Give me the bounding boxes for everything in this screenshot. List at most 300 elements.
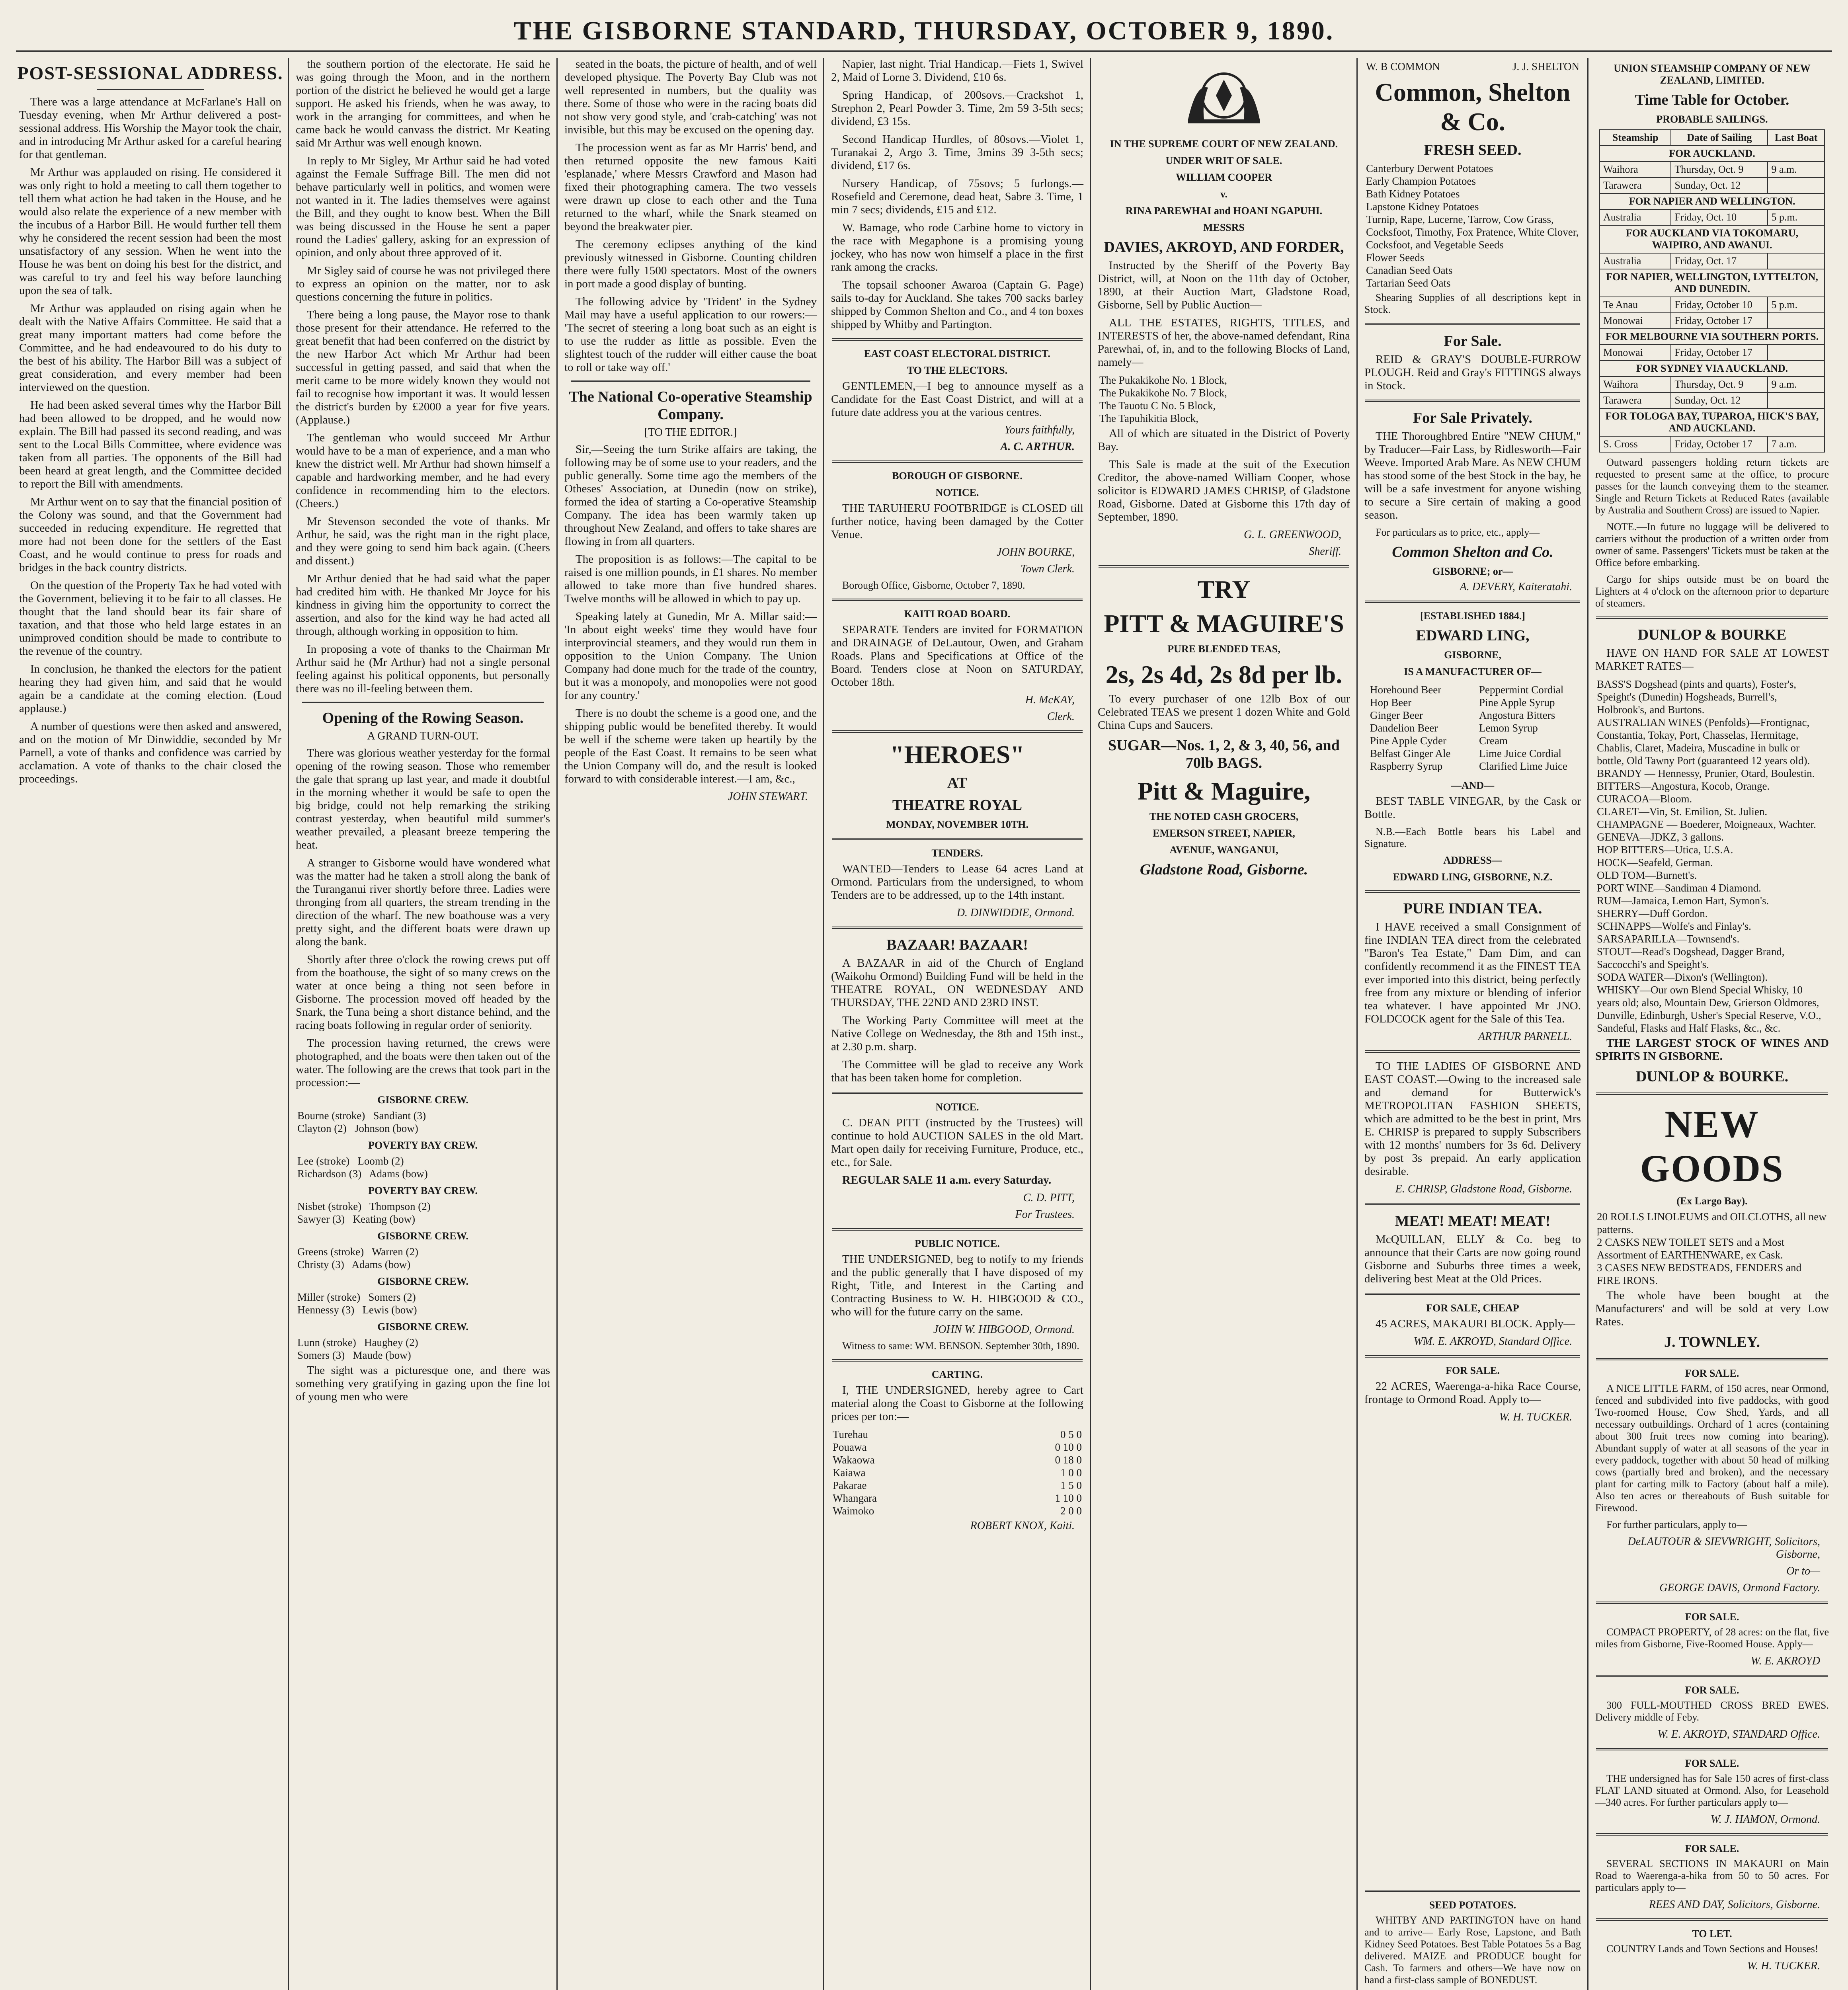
sailing-row <box>1600 345 1825 361</box>
list-item: SARSAPARILLA—Townsend's. <box>1597 933 1740 945</box>
rowing-body <box>293 747 553 1089</box>
coop-sub: [TO THE EDITOR.] <box>644 426 737 439</box>
paragraph: Mr Arthur went on to say that the financial position of the Colony was sound, and that the Government had succeeded in reducing expenditure. He regretted that more had not been done for the settlers of the East Coast, and he would continue to press for roads and bridges in the back country districts. <box>19 496 281 574</box>
forsale3-body: 300 FULL-MOUTHED CROSS BRED EWES. Delivery middle of Feby. <box>1595 1699 1829 1723</box>
pm-addr1: EMERSON STREET, NAPIER, <box>1153 827 1295 839</box>
list-item: Turnip, Rape, Lucerne, Tarrow, Cow Grass, Cocksfoot, Timothy, Fox Pratence, White Clover, Cocksfoot, and Vegetable Seeds <box>1366 213 1579 251</box>
paragraph: Mr Stevenson seconded the vote of thanks. Mr Arthur, he said, was the right man in the right place, and they were going to send him back again. (Cheers and dissent.) <box>296 515 550 567</box>
forsale-or: Or to— <box>1786 1565 1820 1577</box>
pitt-maguire-heading: PITT & MAGUIRE'S <box>1104 609 1344 638</box>
sailing-header: Date of Sailing <box>1671 130 1768 146</box>
carting-place: Turehau <box>833 1428 868 1440</box>
court-v: v. <box>1220 188 1228 200</box>
newgoods-list <box>1597 1210 1827 1287</box>
ling-and: —AND— <box>1451 780 1495 791</box>
list-item: CHAMPAGNE — Boederer, Moigneaux, Wachter. <box>1597 818 1816 830</box>
carting-prices <box>833 1428 1082 1517</box>
common-tag-right: J. J. SHELTON <box>1512 60 1579 72</box>
list-item: SHERRY—Duff Gordon. <box>1597 907 1708 919</box>
sailing-table <box>1592 129 1832 453</box>
dunlop-heading: DUNLOP & BOURKE <box>1637 626 1787 643</box>
union-body2: NOTE.—In future no luggage will be delivered to carriers without the production of a written order from owner of same. Passengers' Tickets must be taken at the Office before embarking. <box>1595 521 1829 568</box>
paragraph: Napier, last night. Trial Handicap.—Fiets 1, Swivel 2, Maid of Lorne 3. Dividend, £10 6s. <box>831 58 1083 84</box>
court-body2: All of which are situated in the District of Poverty Bay. <box>1098 427 1350 453</box>
sailing-cell: Tarawera <box>1600 178 1671 193</box>
sailing-cell: 9 a.m. <box>1768 377 1825 392</box>
list-item: OLD TOM—Burnett's. <box>1597 869 1697 881</box>
paragraph: W. Bamage, who rode Carbine home to victory in the race with Megaphone is a promising young jockey, who has now won himself a place in the first rank among the cracks. <box>831 221 1083 273</box>
sailing-header: Last Boat <box>1768 130 1825 146</box>
sailing-route: FOR AUCKLAND. <box>1600 146 1825 162</box>
ling-name: EDWARD LING, <box>1416 627 1530 644</box>
forsale-sig1: DeLAUTOUR & SIEVWRIGHT, Solicitors, Gisborne, <box>1627 1535 1820 1561</box>
court-body: Instructed by the Sheriff of the Poverty Bay District, will, at Noon on the 11th day of October, 1890, at their Auction Mart, Gladstone Road, Gisborne, Sell by Public Auction— <box>1098 259 1350 311</box>
sailing-cell: Sunday, Oct. 12 <box>1671 392 1768 408</box>
pitt-notice: NOTICE. <box>935 1101 979 1113</box>
borough-sig2: Town Clerk. <box>1021 563 1075 575</box>
newspaper-page <box>16 12 1832 1990</box>
sailing-route: FOR TOLOGA BAY, TUPAROA, HICK'S BAY, AND AUCKLAND. <box>1600 408 1825 436</box>
forsale3-sig: W. E. AKROYD, STANDARD Office. <box>1657 1728 1820 1740</box>
carting-row <box>833 1504 1082 1517</box>
crew-members <box>297 1200 548 1225</box>
sailing-cell: Friday, October 10 <box>1671 297 1768 313</box>
pm-addr3: Gladstone Road, Gisborne. <box>1140 861 1308 878</box>
column-6 <box>1361 58 1584 1990</box>
carting-sig: ROBERT KNOX, Kaiti. <box>970 1520 1075 1532</box>
list-item: Tartarian Seed Oats <box>1366 277 1451 289</box>
court-heading: IN THE SUPREME COURT OF NEW ZEALAND. <box>1110 138 1338 150</box>
heroes-venue: THEATRE ROYAL <box>892 797 1023 814</box>
tea-heading: PURE INDIAN TEA. <box>1403 900 1542 917</box>
carting-place: Pakarae <box>833 1479 867 1491</box>
paragraph: Mr Sigley said of course he was not privileged there to express an opinion on the matter, nor to ask questions concerning the future in politics. <box>296 264 550 303</box>
column-2 <box>293 58 553 1990</box>
rowing-heading: Opening of the Rowing Season. <box>322 710 524 726</box>
sailing-table-grid <box>1599 129 1825 453</box>
crew-row: Clayton (2) Johnson (bow) <box>297 1122 418 1134</box>
sailing-row <box>1600 377 1825 392</box>
sailing-cell: Tarawera <box>1600 392 1671 408</box>
meat-heading: MEAT! MEAT! MEAT! <box>1395 1213 1551 1229</box>
sailing-cell: Friday, October 17 <box>1671 313 1768 329</box>
paragraph: The proposition is as follows:—The capital to be raised is one million pounds, in £1 shares. No member allowed to take more than five hundred shares. Twelve months will be allowed in which to pay up. <box>564 553 817 605</box>
paragraph: The following advice by 'Trident' in the Sydney Mail may have a useful application to our rowers:— 'The secret of steering a long boat such as an eight is to use the rudder as little as possible. Even the slightest touch of the rudder will either cause the boat to roll or take way off.' <box>564 295 817 374</box>
list-item: Raspberry Syrup <box>1370 760 1443 772</box>
common-name: Common, Shelton & Co. <box>1375 78 1571 136</box>
sailing-cell: 7 a.m. <box>1768 436 1825 452</box>
crew-row: Miller (stroke) Somers (2) <box>297 1291 416 1303</box>
dunlop-list <box>1597 678 1827 1034</box>
court-plaintiff: WILLIAM COOPER <box>1176 172 1272 183</box>
sailing-route: FOR NAPIER, WELLINGTON, LYTTELTON, AND DUNEDIN. <box>1600 269 1825 297</box>
sailing-row <box>1600 253 1825 269</box>
rowing-subheading: A GRAND TURN-OUT. <box>367 730 479 742</box>
paragraph: He had been asked several times why the Harbor Bill had been allowed to be dropped, and he would now explain. The Bill had passed its second reading, and was sent to the Local Bills Committee, where evidence was taken from all parties. The opponents of the Bill had been heard at great length, and the Committee decided to report the Bill with amendments. <box>19 399 281 490</box>
pure-teas: PURE BLENDED TEAS, <box>1167 643 1280 655</box>
public-notice-heading: PUBLIC NOTICE. <box>915 1238 1000 1249</box>
rowing-end: The sight was a picturesque one, and there was something very gratifying in gazing upon the fine lot of young men who were <box>296 1364 550 1403</box>
list-item: Pine Apple Syrup <box>1479 696 1555 708</box>
sailing-cell: Waihora <box>1600 377 1671 392</box>
sailing-cell <box>1768 345 1825 361</box>
list-item: Ginger Beer <box>1370 709 1423 721</box>
newgoods-sub: (Ex Largo Bay). <box>1676 1195 1748 1207</box>
carting-body: I, THE UNDERSIGNED, hereby agree to Cart material along the Coast to Gisborne at the following prices per ton:— <box>831 1384 1083 1423</box>
forsale5-heading: FOR SALE. <box>1685 1843 1739 1854</box>
private-foot: For particulars as to price, etc., apply— <box>1376 527 1540 538</box>
paragraph: Sir,—Seeing the turn Strike affairs are taking, the following may be of some use to your readers, and the public generally. Some time ago the members of the Otheses' Association, at Dunedin (now on strike), formed the idea of starting a Co-operative Steamship Company. The idea has been warmly taken up throughout New Zealand, and offers to take shares are flowing in from all quarters. <box>564 443 817 548</box>
crew-row: Hennessy (3) Lewis (bow) <box>297 1304 417 1316</box>
paragraph: There was glorious weather yesterday for the formal opening of the rowing season. Those who remember the gale that sprang up last year, and made it doubtful in the morning whether it would be safe to open the big bridge, could not help remarking the striking contrast yesterday, when beautiful mild summer's weather prevailed, a pleasant breeze tempering the heat. <box>296 747 550 851</box>
court-defendant: RINA PAREWHAI and HOANI NGAPUHI. <box>1125 205 1323 217</box>
public-body: THE UNDERSIGNED, beg to notify to my friends and the public generally that I have disposed of my Right, Title, and Interest in the Carting and Contracting Business to W. H. HIBGOOD & CO., who will for the future carry on the same. <box>831 1253 1083 1318</box>
forsale-foot: For further particulars, apply to— <box>1606 1519 1747 1530</box>
carting-row <box>833 1492 1082 1504</box>
carting-price: 0 18 0 <box>1055 1454 1082 1466</box>
private-heading: For Sale Privately. <box>1413 410 1533 426</box>
sailing-cell: Monowai <box>1600 345 1671 361</box>
forsale4-body: THE undersigned has for Sale 150 acres of first-class FLAT LAND situated at Ormond. Also, for Leasehold—340 acres. For further particulars apply to— <box>1595 1773 1829 1808</box>
probable-sailings: PROBABLE SAILINGS. <box>1656 113 1768 125</box>
paragraph: There is no doubt the scheme is a good one, and the shipping public would be benefited thereby. It would be well if the scheme were taken up heartily by the people of the East Coast. It remains to be seen what the Union Company will do, and the result is looked forward to with considerable interest.—I am, &c., <box>564 707 817 785</box>
forsale-sig2: GEORGE DAVIS, Ormond Factory. <box>1659 1582 1820 1594</box>
kaiti-body: SEPARATE Tenders are invited for FORMATION and DRAINAGE of DeLautour, Owen, and Graham Roads. Plans and Specifications at Office of the Board. Tenders close at Noon on SATURDAY, October 18th. <box>831 623 1083 689</box>
court-sig1: G. L. GREENWOOD, <box>1244 529 1341 541</box>
column-7 <box>1592 58 1832 1990</box>
carting-row <box>833 1479 1082 1492</box>
sailing-cell: Thursday, Oct. 9 <box>1671 377 1768 392</box>
borough-body: THE TARUHERU FOOTBRIDGE is CLOSED till further notice, having been damaged by the Cotter Venue. <box>831 502 1083 541</box>
crew-club: GISBORNE CREW. <box>377 1321 468 1333</box>
masthead <box>16 12 1832 52</box>
paragraph: The ceremony eclipses anything of the kind previously witnessed in Gisborne. Counting children there were fully 1500 spectators. Most of the owners in port made a good display of bunting. <box>564 238 817 290</box>
court-messrs: MESSRS <box>1203 222 1245 233</box>
crew-members <box>297 1155 548 1180</box>
kaiti-sig2: Clerk. <box>1047 710 1075 723</box>
list-item: HOCK—Seafeld, German. <box>1597 856 1713 868</box>
dunlop-foot: THE LARGEST STOCK OF WINES AND SPIRITS IN GISBORNE. <box>1595 1037 1829 1063</box>
paragraph: The procession having returned, the crews were photographed, and the boats were then taken out of the water. The following are the crews that took part in the procession:— <box>296 1037 550 1089</box>
ling-address: EDWARD LING, GISBORNE, N.Z. <box>1393 871 1553 883</box>
private-body: THE Thoroughbred Entire "NEW CHUM," by Traducer—Fair Lass, by Ridlesworth—Fair Weeve. Imported Arab Mare. As NEW CHUM has stood some of the best Stock in the bay, he will be a safe investment for anyone wishing to secure a Sire certain of making a good season. <box>1364 430 1581 521</box>
tenders-sig: D. DINWIDDIE, Ormond. <box>956 907 1075 919</box>
borough-sig1: JOHN BOURKE, <box>997 546 1075 558</box>
ling-manu: IS A MANUFACTURER OF— <box>1404 666 1542 677</box>
sailing-cell: Friday, Oct. 17 <box>1671 253 1768 269</box>
crew-members <box>297 1291 548 1316</box>
crew-list <box>293 1094 553 1362</box>
sailing-cell: Te Anau <box>1600 297 1671 313</box>
seed-body: WHITBY AND PARTINGTON have on hand and to arrive— Early Rose, Lapstone, and Bath Kidney Seed Potatoes. Best Table Potatoes 5s a Bag delivered. MAIZE and PRODUCE bought for Cash. To farmers and others—We have now on hand a first-class sample of BONEDUST. <box>1364 1914 1581 1986</box>
sailing-cell: Australia <box>1600 209 1671 225</box>
public-witness: Witness to same: WM. BENSON. September 30th, 1890. <box>842 1340 1079 1352</box>
sailing-cell: Friday, October 17 <box>1671 436 1768 452</box>
electoral-body: GENTLEMEN,—I beg to announce myself as a Candidate for the East Coast District, and will at a future date address you at the various centres. <box>831 380 1083 419</box>
seed-foot: Shearing Supplies of all descriptions kept in Stock. <box>1364 292 1581 315</box>
sailing-row <box>1600 313 1825 329</box>
paragraph: Mr Arthur was applauded on rising again when he dealt with the Native Affairs Committee. He said that a great many important matters had come before the Committee, and he had endeavoured to do his duty to the best of his ability. The Harbor Bill was a subject of great consideration, and every member had been interviewed on the question. <box>19 302 281 394</box>
carting-place: Wakaowa <box>833 1454 875 1466</box>
tolet-body: COUNTRY Lands and Town Sections and Houses! <box>1606 1943 1819 1955</box>
pitt-regular: REGULAR SALE 11 a.m. every Saturday. <box>842 1174 1052 1186</box>
pm-sub: THE NOTED CASH GROCERS, <box>1149 811 1299 822</box>
list-item: BRANDY — Hennessy, Prunier, Otard, Boulestin. <box>1597 767 1815 779</box>
crew-club: POVERTY BAY CREW. <box>368 1139 478 1151</box>
carting-row <box>833 1428 1082 1441</box>
tea-body: I HAVE received a small Consignment of fine INDIAN TEA direct from the celebrated "Baron's Tea Estate," Dam Dim, and can confidently recommend it as the FINEST TEA ever imported into this district, being perfectly free from any mixture or blending of inferior tea whatever. I have appointed Mr JNO. FOLDCOCK agent for the Sale of this Tea. <box>1364 921 1581 1025</box>
rowing-continued <box>561 58 820 374</box>
paragraph: In reply to Mr Sigley, Mr Arthur said he had voted against the Female Suffrage Bill. The men did not behave particularly well in politics, and women were not wanted in it. The ladies themselves were against the Bill, and they ought to know best. When the Bill was being discussed in the House he sent a paper round the Ladies' gallery, asking for an expression of opinion, and only about three approved of it. <box>296 154 550 259</box>
list-item: Cream <box>1479 735 1508 747</box>
list-item: 3 CASES NEW BEDSTEADS, FENDERS and FIRE IRONS. <box>1597 1262 1802 1286</box>
private-sig: A. DEVERY, Kaiteratahi. <box>1460 581 1572 593</box>
forsale2-sig: WM. E. AKROYD, Standard Office. <box>1413 1335 1572 1348</box>
paragraph: A stranger to Gisborne would have wondered what was the matter had he taken a stroll along the bank of the Turanganui river shortly before three. Ladies were thronging from all quarters, the stream trending in the direction of the wharf. The new boathouse was a very pretty sight, and the different boats were drawn up along the bank. <box>296 856 550 948</box>
tenders-heading: TENDERS. <box>931 847 983 859</box>
tea-prices: 2s, 2s 4d, 2s 8d per lb. <box>1105 660 1343 689</box>
carting-price: 0 5 0 <box>1060 1428 1082 1440</box>
paragraph: Mr Arthur was applauded on rising. He considered it was only right to hold a meeting to call them together to tell them what action he had taken in the House, and he would also relate the experience of a new member with the incubus of a Harbor Bill. He would further tell them why he considered the recent session had been the most unsatisfactory of any session. When he went into the House he was bent on doing his best for the district, and was careful to try and feel his way before launching upon the sea of talk. <box>19 166 281 297</box>
carting-row <box>833 1441 1082 1453</box>
list-item: HOP BITTERS—Utica, U.S.A. <box>1597 844 1733 856</box>
crew-row: Bourne (stroke) Sandiant (3) <box>297 1110 426 1122</box>
court-sig2: Sheriff. <box>1309 545 1341 558</box>
forsale-body: A NICE LITTLE FARM, of 150 acres, near Ormond, fenced and subdivided into five paddocks, with good Two-roomed House, Cow Shed, Yards, and all necessary outbuildings. Orchard of 1 acres (containing about 300 fruit trees now coming into bearing). Abundant supply of water at all seasons of the year in every paddock, together with about 50 head of milking cows (partially bred and broken), and the necessary plant for carting milk to Factory (about half a mile). Also ten acres or thereabouts of Bush suitable for Firewood. <box>1595 1383 1829 1514</box>
crew-club: GISBORNE CREW. <box>377 1276 468 1287</box>
sailing-cell <box>1768 253 1825 269</box>
crew-row: Richardson (3) Adams (bow) <box>297 1168 428 1180</box>
list-item: STOUT—Read's Dogshead, Dagger Brand, Saccocchi's and Speight's. <box>1597 946 1785 970</box>
carting-price: 1 5 0 <box>1060 1479 1082 1491</box>
private-firm: Common Shelton and Co. <box>1392 544 1553 560</box>
paragraph: Nursery Handicap, of 75sovs; 5 furlongs.—Rosefield and Ceremone, dead heat, Sabre 3. Time, 1 min 7 secs; dividends, £15 and £12. <box>831 177 1083 216</box>
carting-price: 1 10 0 <box>1055 1492 1082 1504</box>
pitt-sig1: C. D. PITT, <box>1023 1192 1075 1204</box>
crew-row: Nisbet (stroke) Thompson (2) <box>297 1200 431 1212</box>
sailing-cell: Australia <box>1600 253 1671 269</box>
bazaar-body2: The Working Party Committee will meet at the Native College on Wednesday, the 8th and 15th inst., at 2.30 p.m. sharp. <box>831 1014 1083 1053</box>
sugar: SUGAR—Nos. 1, 2, & 3, 40, 56, and 70lb BAGS. <box>1108 737 1340 771</box>
list-item: Peppermint Cordial <box>1479 684 1564 696</box>
sailing-route: FOR AUCKLAND VIA TOKOMARU, WAIPIRO, AND AWANUI. <box>1600 225 1825 253</box>
article-heading: POST-SESSIONAL ADDRESS. <box>17 63 283 83</box>
ling-list-right <box>1479 683 1575 773</box>
borough-notice: NOTICE. <box>935 487 979 498</box>
sailing-row <box>1600 436 1825 452</box>
article-body <box>16 96 285 786</box>
dunlop-sig: DUNLOP & BOURKE. <box>1635 1068 1789 1085</box>
sailing-header: Steamship <box>1600 130 1671 146</box>
forsale1-body: REID & GRAY'S DOUBLE-FURROW PLOUGH. Reid and Gray's FITTINGS always in Stock. <box>1364 353 1581 392</box>
private-city: GISBORNE; or— <box>1432 566 1513 577</box>
list-item: SODA WATER—Dixon's (Wellington). <box>1597 971 1768 983</box>
sailing-cell <box>1768 178 1825 193</box>
newgoods-heading: NEW GOODS <box>1640 1103 1784 1190</box>
paragraph: The gentleman who would succeed Mr Arthur would have to be a man of experience, and a man who knew the district well. Mr Arthur had shown himself a capable and hardworking member, and he had every confidence in recommending him to the electors. (Cheers.) <box>296 431 550 510</box>
sailing-cell <box>1768 392 1825 408</box>
electoral-sig2: A. C. ARTHUR. <box>1000 441 1075 453</box>
court-body3: This Sale is made at the suit of the Execution Creditor, the above-named William Cooper, whose solicitor is EDWARD JAMES CHRISP, of Gladstone Road, Gisborne. Dated at Gisborne this 17th day of September, 1890. <box>1098 458 1350 523</box>
court-sub: UNDER WRIT OF SALE. <box>1165 155 1282 166</box>
list-item: Early Champion Potatoes <box>1366 175 1476 187</box>
pm-addr2: AVENUE, WANGANUI, <box>1169 844 1278 856</box>
crew-club: GISBORNE CREW. <box>377 1230 468 1242</box>
sailing-cell: Thursday, Oct. 9 <box>1671 162 1768 178</box>
bazaar-body: A BAZAAR in aid of the Church of England (Waikohu Ormond) Building Fund will be held in the THEATRE ROYAL, ON WEDNESDAY AND THURSDAY, THE 22ND AND 23RD INST. <box>831 957 1083 1009</box>
carting-place: Kaiawa <box>833 1467 866 1479</box>
newgoods-body: The whole have been bought at the Manufacturers' and will be sold at very Low Rates. <box>1595 1289 1829 1328</box>
list-item: PORT WINE—Sandiman 4 Diamond. <box>1597 882 1761 894</box>
carting-price: 2 0 0 <box>1060 1505 1082 1517</box>
paragraph: Second Handicap Hurdles, of 80sovs.—Violet 1, Turanakai 2, Argo 3. Time, 3mins 39 3-5th secs; dividend, £17 6s. <box>831 133 1083 172</box>
union-name: UNION STEAMSHIP COMPANY OF NEW ZEALAND, LIMITED. <box>1614 62 1811 86</box>
sailing-cell: Monowai <box>1600 313 1671 329</box>
royal-crest-icon <box>1095 58 1353 133</box>
coop-heading: The National Co-operative Steamship Company. <box>569 388 812 423</box>
paragraph: A number of questions were then asked and answered, and on the motion of Mr Dinwiddie, seconded by Mr Parnell, a vote of thanks and confidence was carried by acclamation. A vote of thanks to the chair closed the proceedings. <box>19 720 281 785</box>
electoral-to: TO THE ELECTORS. <box>907 365 1008 376</box>
ling-vinegar: BEST TABLE VINEGAR, by the Cask or Bottle. <box>1364 795 1581 821</box>
sailing-cell: 5 p.m. <box>1768 297 1825 313</box>
sailing-row <box>1600 209 1825 225</box>
forsale5-sig: REES AND DAY, Solicitors, Gisborne. <box>1649 1898 1820 1911</box>
sailing-cell <box>1768 313 1825 329</box>
list-item: The Tauotu C No. 5 Block, <box>1099 400 1216 412</box>
forsale5-body: SEVERAL SECTIONS IN MAKAURI on Main Road to Waerenga-a-hika from 50 to 50 acres. For particulars apply to— <box>1595 1858 1829 1893</box>
carting-place: Pouawa <box>833 1441 867 1453</box>
list-item: Lime Juice Cordial <box>1479 747 1561 759</box>
crew-row: Somers (3) Maude (bow) <box>297 1349 411 1361</box>
article-body-continued <box>293 58 553 695</box>
tea-body: To every purchaser of one 12lb Box of our Celebrated TEAS we present 1 dozen White and Gold China Cups and Saucers. <box>1098 693 1350 732</box>
court-estate: ALL THE ESTATES, RIGHTS, TITLES, and INTERESTS of her, the above-named defendant, Rina Parewhai, of, in, and to the following Blocks of Land, namely— <box>1098 316 1350 369</box>
bazaar-body3: The Committee will be glad to receive any Work that has been taken home for completion. <box>831 1058 1083 1084</box>
forsale4-heading: FOR SALE. <box>1685 1758 1739 1769</box>
list-item: The Tapuhikitia Block, <box>1099 412 1198 424</box>
coop-body <box>561 443 820 786</box>
crew-members <box>297 1245 548 1271</box>
paragraph: In conclusion, he thanked the electors for the patient hearing they had given him, and said that he would again be a candidate at the coming election. (Loud applause.) <box>19 663 281 715</box>
electoral-sig1: Yours faithfully, <box>1004 424 1075 436</box>
common-tag-left: W. B COMMON <box>1366 60 1440 72</box>
racing-results <box>828 58 1087 331</box>
crew-row: Sawyer (3) Keating (bow) <box>297 1213 416 1225</box>
carting-row <box>833 1453 1082 1466</box>
tea-sig: ARTHUR PARNELL. <box>1478 1030 1572 1043</box>
list-item: The Pukakikohe No. 7 Block, <box>1099 387 1227 399</box>
list-item: The Pukakikohe No. 1 Block, <box>1099 374 1227 386</box>
sailing-row <box>1600 162 1825 178</box>
carting-place: Waimoko <box>833 1505 874 1517</box>
ladies-body: TO THE LADIES OF GISBORNE AND EAST COAST.—Owing to the increased sale and demand for Butterwick's METROPOLITAN FASHION SHEETS, which are admitted to be the best in print, Mrs E. CHRISP is prepared to supply Subscribers with 12 months' numbers for 3s 6d. Delivery by post 3s prepaid. An early application desirable. <box>1364 1060 1581 1178</box>
forsale2-heading: FOR SALE. <box>1685 1611 1739 1623</box>
sailing-cell: Friday, Oct. 10 <box>1671 209 1768 225</box>
forsale4-sig: W. J. HAMON, Ormond. <box>1710 1813 1820 1826</box>
list-item: Clarified Lime Juice <box>1479 760 1567 772</box>
list-item: Dandelion Beer <box>1370 722 1438 734</box>
list-item: AUSTRALIAN WINES (Penfolds)—Frontignac, Constantia, Tokay, Port, Chasselas, Hermitage, Chablis, Claret, Madeira, Muscadine in bulk or bottle, Old Tawny Port (guaranteed 12 years old). <box>1597 716 1810 767</box>
kaiti-sig1: H. McKAY, <box>1025 694 1075 706</box>
list-item: Horehound Beer <box>1370 684 1442 696</box>
electoral-heading: EAST COAST ELECTORAL DISTRICT. <box>864 348 1050 359</box>
sailing-cell: Friday, October 17 <box>1671 345 1768 361</box>
ling-nb: N.B.—Each Bottle bears his Label and Signature. <box>1364 826 1581 849</box>
list-item: Angostura Bitters <box>1479 709 1555 721</box>
forsale3-heading: FOR SALE. <box>1685 1684 1739 1696</box>
column-4 <box>828 58 1087 1990</box>
paragraph: seated in the boats, the picture of health, and of well developed physique. The Poverty Bay Club was not well represented in numbers, but the quality was there. Some of those who were in the racing boats did not show very good style, and 'crab-catching' was not invisible, but this may be excused on the opening day. <box>564 58 817 136</box>
sailing-cell: Waihora <box>1600 162 1671 178</box>
list-item: Lapstone Kidney Potatoes <box>1366 201 1479 213</box>
borough-date: Borough Office, Gisborne, October 7, 1890. <box>842 579 1025 591</box>
list-item: Canadian Seed Oats <box>1366 264 1453 276</box>
list-item: Belfast Ginger Ale <box>1370 747 1451 759</box>
pm-name: Pitt & Maguire, <box>1137 777 1311 805</box>
crew-club: POVERTY BAY CREW. <box>368 1185 478 1196</box>
sailing-route: FOR MELBOURNE VIA SOUTHERN PORTS. <box>1600 329 1825 345</box>
newgoods-sig: J. TOWNLEY. <box>1664 1334 1760 1350</box>
paragraph: the southern portion of the electorate. He said he was going through the Moon, and in the northern portion of the district he believed he would get a large support. He asked his friends, when he was away, to work in the arranging for committees, and when he came back he would canvass the district. Mr Keating said Mr Arthur was well enough known. <box>296 58 550 149</box>
crew-row: Christy (3) Adams (bow) <box>297 1258 411 1270</box>
crew-club: GISBORNE CREW. <box>377 1094 468 1106</box>
paragraph: There was a large attendance at McFarlane's Hall on Tuesday evening, when Mr Arthur delivered a post-sessional address. His Worship the Mayor took the chair, and in introducing Mr Arthur asked for a careful hearing for that gentleman. <box>19 96 281 161</box>
common-tags <box>1366 60 1579 73</box>
sailing-row <box>1600 178 1825 193</box>
tolet-sig: W. H. TUCKER. <box>1747 1960 1820 1972</box>
paragraph: The topsail schooner Awaroa (Captain G. Page) sails to-day for Auckland. She takes 700 sacks barley shipped by Common Shelton and Co., and 4 ton boxes shipped by Whitby and Partington. <box>831 279 1083 331</box>
list-item: CURACOA—Bloom. <box>1597 793 1692 805</box>
crew-members <box>297 1336 548 1362</box>
carting-price: 1 0 0 <box>1060 1467 1082 1479</box>
paragraph: Shortly after three o'clock the rowing crews put off from the boathouse, the sight of so many crews on the water at once being a thing not seen before in Gisborne. The procession moved off headed by the Snark, the Tuna being a short distance behind, and the racing boats following in regular order of seniority. <box>296 953 550 1032</box>
forsale3-sig: W. H. TUCKER. <box>1499 1411 1572 1423</box>
carting-row <box>833 1466 1082 1479</box>
crew-members <box>297 1109 548 1135</box>
forsale1-heading: For Sale. <box>1444 333 1502 349</box>
column-1 <box>16 58 285 1990</box>
heroes-title: "HEROES" <box>890 740 1024 769</box>
list-item: BITTERS—Angostura, Kocob, Orange. <box>1597 780 1770 792</box>
sailing-route: FOR NAPIER AND WELLINGTON. <box>1600 193 1825 209</box>
column-3 <box>561 58 820 1990</box>
sailing-row <box>1600 392 1825 408</box>
union-body3: Cargo for ships outside must be on board the Lighters at 4 o'clock on the afternoon prior to departure of steamers. <box>1595 574 1829 609</box>
list-item: SCHNAPPS—Wolfe's and Finlay's. <box>1597 920 1751 932</box>
court-auctioneers: DAVIES, AKROYD, AND FORDER, <box>1104 239 1344 256</box>
union-body: Outward passengers holding return tickets are requested to present same at the office, to procure passes for the launch conveying them to the steamer. Single and Return Tickets at Reduced Rates (available by Australia and Southern Cross) are issued to Napier. <box>1595 457 1829 516</box>
forsale2-body: COMPACT PROPERTY, of 28 acres: on the flat, five miles from Gisborne, Five-Roomed House. Apply— <box>1595 1626 1829 1650</box>
list-item: Hop Beer <box>1370 696 1412 708</box>
tenders-body: WANTED—Tenders to Lease 64 acres Land at Ormond. Particulars from the undersigned, to whom Tenders are to be addressed, up to the 14th instant. <box>831 862 1083 901</box>
borough-heading: BOROUGH OF GISBORNE. <box>892 470 1023 482</box>
seed-heading: SEED POTATOES. <box>1429 1899 1516 1911</box>
list-item: CLARET—Vin, St. Emilion, St. Julien. <box>1597 806 1768 817</box>
sailing-row <box>1600 297 1825 313</box>
sailing-cell: Sunday, Oct. 12 <box>1671 178 1768 193</box>
paragraph: Spring Handicap, of 200sovs.—Crackshot 1, Strephon 2, Pearl Powder 3. Time, 2m 59 3-5th secs; dividend, £3 15s. <box>831 89 1083 128</box>
pitt-body: C. DEAN PITT (instructed by the Trustees) will continue to hold AUCTION SALES in the old Mart. Mart open daily for receiving Furniture, Produce, etc., etc., for Sale. <box>831 1116 1083 1169</box>
carting-place: Whangara <box>833 1492 877 1504</box>
masthead-title: THE GISBORNE STANDARD, THURSDAY, OCTOBER 9, 1890. <box>513 16 1335 45</box>
paragraph: The procession went as far as Mr Harris' bend, and then returned opposite the new famous Kaiti 'esplanade,' where Messrs Crawford and Mason had fixed their photographing camera. The two vessels were drawn up close to each other and the Tuna returned to the wharf, while the Snark steamed on beyond the breakwater pier. <box>564 141 817 233</box>
forsale2-sig: W. E. AKROYD <box>1750 1655 1820 1667</box>
paragraph: In proposing a vote of thanks to the Chairman Mr Arthur said he (Mr Arthur) had not a single personal feeling against his political opponents, but personally there was no ill-feeling between them. <box>296 643 550 695</box>
ling-city: GISBORNE, <box>1444 649 1501 661</box>
sailing-route: FOR SYDNEY VIA AUCKLAND. <box>1600 361 1825 377</box>
carting-price: 0 10 0 <box>1055 1441 1082 1453</box>
crew-row: Greens (stroke) Warren (2) <box>297 1246 418 1258</box>
